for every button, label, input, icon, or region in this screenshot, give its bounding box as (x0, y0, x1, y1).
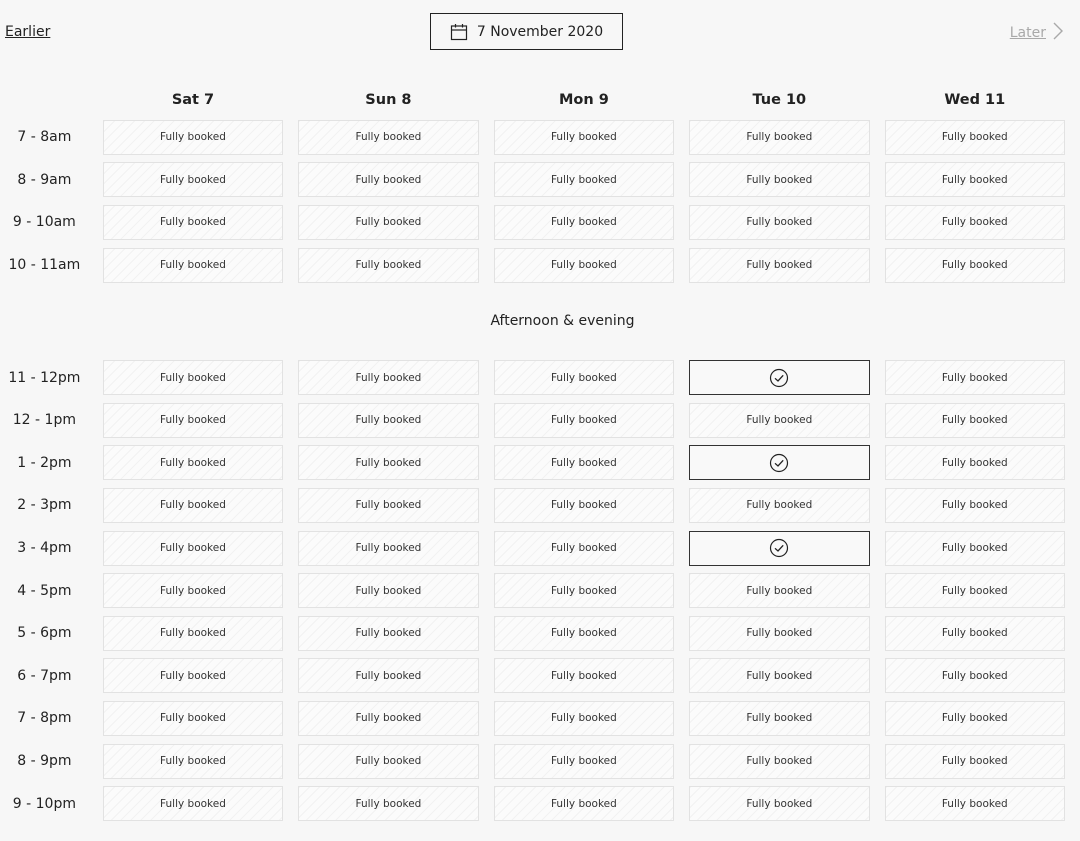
fully-booked-slot: Fully booked (298, 786, 478, 821)
fully-booked-slot: Fully booked (885, 120, 1065, 155)
fully-booked-slot: Fully booked (298, 701, 478, 736)
time-slot-row (0, 740, 1080, 783)
fully-booked-slot: Fully booked (689, 701, 869, 736)
time-slot-row (0, 527, 1080, 570)
fully-booked-slot: Fully booked (494, 360, 674, 395)
time-label: 4 - 5pm (17, 582, 72, 599)
fully-booked-slot: Fully booked (689, 120, 869, 155)
fully-booked-slot: Fully booked (494, 488, 674, 523)
available-slot[interactable] (689, 531, 869, 566)
fully-booked-slot: Fully booked (689, 786, 869, 821)
fully-booked-slot: Fully booked (494, 658, 674, 693)
fully-booked-slot: Fully booked (103, 488, 283, 523)
chevron-right-icon (1052, 22, 1064, 44)
check-circle-icon (769, 453, 789, 473)
fully-booked-slot: Fully booked (885, 162, 1065, 197)
time-slot-row (0, 569, 1080, 612)
fully-booked-slot: Fully booked (494, 162, 674, 197)
day-header: Sat 7 (171, 92, 215, 108)
fully-booked-slot: Fully booked (103, 445, 283, 480)
fully-booked-slot: Fully booked (494, 786, 674, 821)
fully-booked-slot: Fully booked (298, 616, 478, 651)
time-label: 5 - 6pm (17, 625, 72, 642)
fully-booked-slot: Fully booked (103, 573, 283, 608)
time-slot-row (0, 484, 1080, 527)
fully-booked-slot: Fully booked (103, 531, 283, 566)
later-label: Later (1009, 25, 1046, 41)
time-label: 8 - 9am (17, 171, 72, 188)
time-slot-row (0, 655, 1080, 698)
day-header: Mon 9 (558, 92, 609, 108)
booking-grid (0, 84, 1080, 825)
fully-booked-slot: Fully booked (689, 616, 869, 651)
fully-booked-slot: Fully booked (689, 658, 869, 693)
fully-booked-slot: Fully booked (689, 573, 869, 608)
time-slot-row (0, 356, 1080, 399)
fully-booked-slot: Fully booked (494, 573, 674, 608)
fully-booked-slot: Fully booked (885, 488, 1065, 523)
available-slot[interactable] (689, 360, 869, 395)
fully-booked-slot: Fully booked (103, 658, 283, 693)
section-title-label: Afternoon & evening (490, 313, 635, 330)
fully-booked-slot: Fully booked (689, 205, 869, 240)
date-picker-button[interactable] (430, 13, 623, 50)
navigation-bar (0, 0, 1080, 66)
time-label: 2 - 3pm (17, 497, 72, 514)
fully-booked-slot: Fully booked (885, 744, 1065, 779)
fully-booked-slot: Fully booked (103, 616, 283, 651)
fully-booked-slot: Fully booked (298, 744, 478, 779)
fully-booked-slot: Fully booked (298, 120, 478, 155)
fully-booked-slot: Fully booked (298, 445, 478, 480)
fully-booked-slot: Fully booked (885, 248, 1065, 283)
available-slot[interactable] (689, 445, 869, 480)
time-slot-row (0, 399, 1080, 442)
time-slot-row (0, 159, 1080, 202)
time-label: 7 - 8am (17, 129, 72, 146)
fully-booked-slot: Fully booked (298, 162, 478, 197)
fully-booked-slot: Fully booked (885, 403, 1065, 438)
fully-booked-slot: Fully booked (298, 488, 478, 523)
fully-booked-slot: Fully booked (103, 205, 283, 240)
fully-booked-slot: Fully booked (298, 205, 478, 240)
fully-booked-slot: Fully booked (689, 488, 869, 523)
fully-booked-slot: Fully booked (298, 248, 478, 283)
fully-booked-slot: Fully booked (885, 360, 1065, 395)
time-label: 10 - 11am (8, 257, 81, 274)
date-picker-label: 7 November 2020 (476, 23, 604, 40)
fully-booked-slot: Fully booked (689, 248, 869, 283)
calendar-icon (450, 23, 468, 41)
check-circle-icon (769, 538, 789, 558)
day-header: Sun 8 (365, 92, 412, 108)
fully-booked-slot: Fully booked (494, 616, 674, 651)
day-header: Tue 10 (752, 92, 807, 108)
fully-booked-slot: Fully booked (689, 162, 869, 197)
fully-booked-slot: Fully booked (494, 445, 674, 480)
fully-booked-slot: Fully booked (885, 616, 1065, 651)
fully-booked-slot: Fully booked (689, 744, 869, 779)
fully-booked-slot: Fully booked (689, 403, 869, 438)
time-slot-row (0, 442, 1080, 485)
time-label: 6 - 7pm (17, 667, 72, 684)
time-slot-row (0, 697, 1080, 740)
fully-booked-slot: Fully booked (103, 162, 283, 197)
fully-booked-slot: Fully booked (885, 658, 1065, 693)
fully-booked-slot: Fully booked (103, 403, 283, 438)
time-label: 9 - 10am (12, 214, 76, 231)
check-circle-icon (769, 368, 789, 388)
fully-booked-slot: Fully booked (885, 205, 1065, 240)
time-label: 7 - 8pm (17, 710, 72, 727)
fully-booked-slot: Fully booked (103, 744, 283, 779)
earlier-link[interactable]: Earlier (5, 24, 51, 40)
slot-sections (0, 116, 1080, 825)
fully-booked-slot: Fully booked (298, 658, 478, 693)
fully-booked-slot: Fully booked (494, 403, 674, 438)
fully-booked-slot: Fully booked (103, 248, 283, 283)
later-link[interactable] (1010, 22, 1064, 44)
day-header: Wed 11 (944, 92, 1006, 108)
time-label: 1 - 2pm (17, 454, 72, 471)
fully-booked-slot: Fully booked (494, 701, 674, 736)
fully-booked-slot: Fully booked (885, 531, 1065, 566)
fully-booked-slot: Fully booked (885, 701, 1065, 736)
fully-booked-slot: Fully booked (885, 445, 1065, 480)
fully-booked-slot: Fully booked (298, 531, 478, 566)
time-slot-row (0, 201, 1080, 244)
fully-booked-slot: Fully booked (103, 120, 283, 155)
fully-booked-slot: Fully booked (103, 786, 283, 821)
fully-booked-slot: Fully booked (298, 573, 478, 608)
fully-booked-slot: Fully booked (298, 403, 478, 438)
time-slot-row (0, 116, 1080, 159)
fully-booked-slot: Fully booked (103, 360, 283, 395)
time-label: 12 - 1pm (12, 412, 76, 429)
time-label: 11 - 12pm (8, 369, 81, 386)
time-label: 3 - 4pm (17, 540, 72, 557)
time-slot-row (0, 244, 1080, 287)
fully-booked-slot: Fully booked (494, 248, 674, 283)
fully-booked-slot: Fully booked (298, 360, 478, 395)
fully-booked-slot: Fully booked (494, 120, 674, 155)
time-slot-row (0, 782, 1080, 825)
fully-booked-slot: Fully booked (885, 573, 1065, 608)
section-title (0, 286, 1080, 356)
time-slot-row (0, 612, 1080, 655)
fully-booked-slot: Fully booked (885, 786, 1065, 821)
day-header-row (0, 84, 1080, 116)
fully-booked-slot: Fully booked (494, 531, 674, 566)
time-label: 8 - 9pm (17, 753, 72, 770)
fully-booked-slot: Fully booked (103, 701, 283, 736)
time-label: 9 - 10pm (12, 795, 76, 812)
fully-booked-slot: Fully booked (494, 744, 674, 779)
fully-booked-slot: Fully booked (494, 205, 674, 240)
